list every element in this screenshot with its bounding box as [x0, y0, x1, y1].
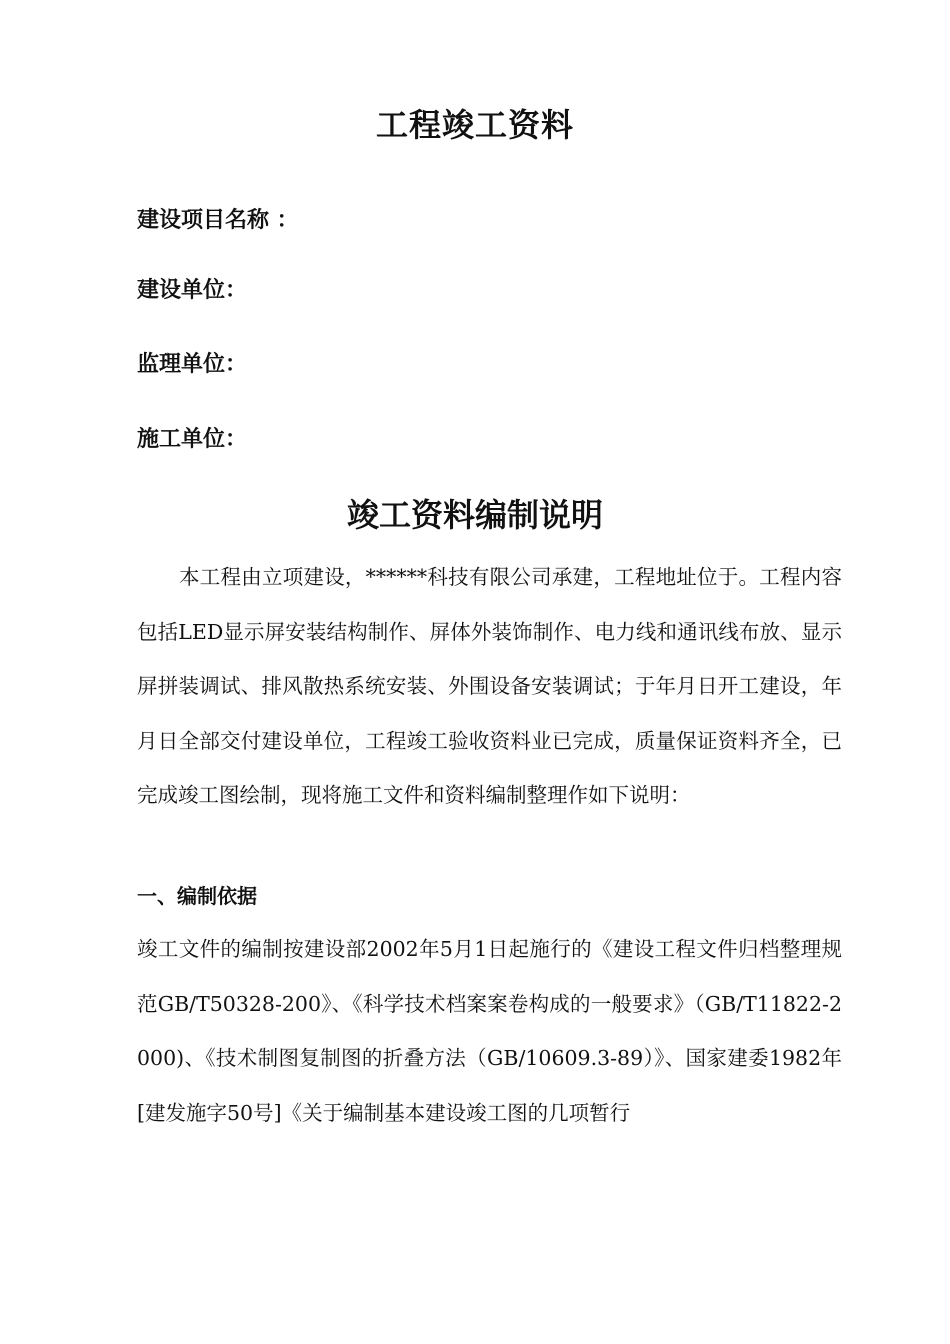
contractor-unit-label: 施工单位：: [137, 427, 248, 452]
heading-compilation-basis: 一、编制依据: [137, 884, 257, 908]
section-title: 竣工资料编制说明: [346, 496, 603, 534]
supervision-unit-label: 监理单位：: [137, 352, 248, 377]
project-name-label: 建设项目名称 ：: [137, 208, 299, 233]
basis-paragraph: 竣工文件的编制按建设部2002年5月1日起施行的《建设工程文件归档整理规范GB/T50328-200》、《科学技术档案案卷构成的一般要求》（GB/T11822-2000)、《技术制图复制图的折叠方法（GB/10609.3-89）》、国家建委1982年[建发施字50号]《关于编制基本建设竣工图的几项暂行: [137, 937, 842, 1125]
construction-unit-label: 建设单位：: [137, 278, 248, 303]
intro-paragraph: 本工程由立项建设，******科技有限公司承建，工程地址位于。工程内容包括LED显示屏安装结构制作、屏体外装饰制作、电力线和通讯线布放、显示屏拼装调试、排风散热系统安装、外围设备安装调试；于年月日开工建设，年月日全部交付建设单位，工程竣工验收资料业已完成，质量保证资料齐全，已完成竣工图绘制，现将施工文件和资料编制整理作如下说明：: [137, 565, 842, 807]
document-title: 工程竣工资料: [375, 106, 574, 144]
